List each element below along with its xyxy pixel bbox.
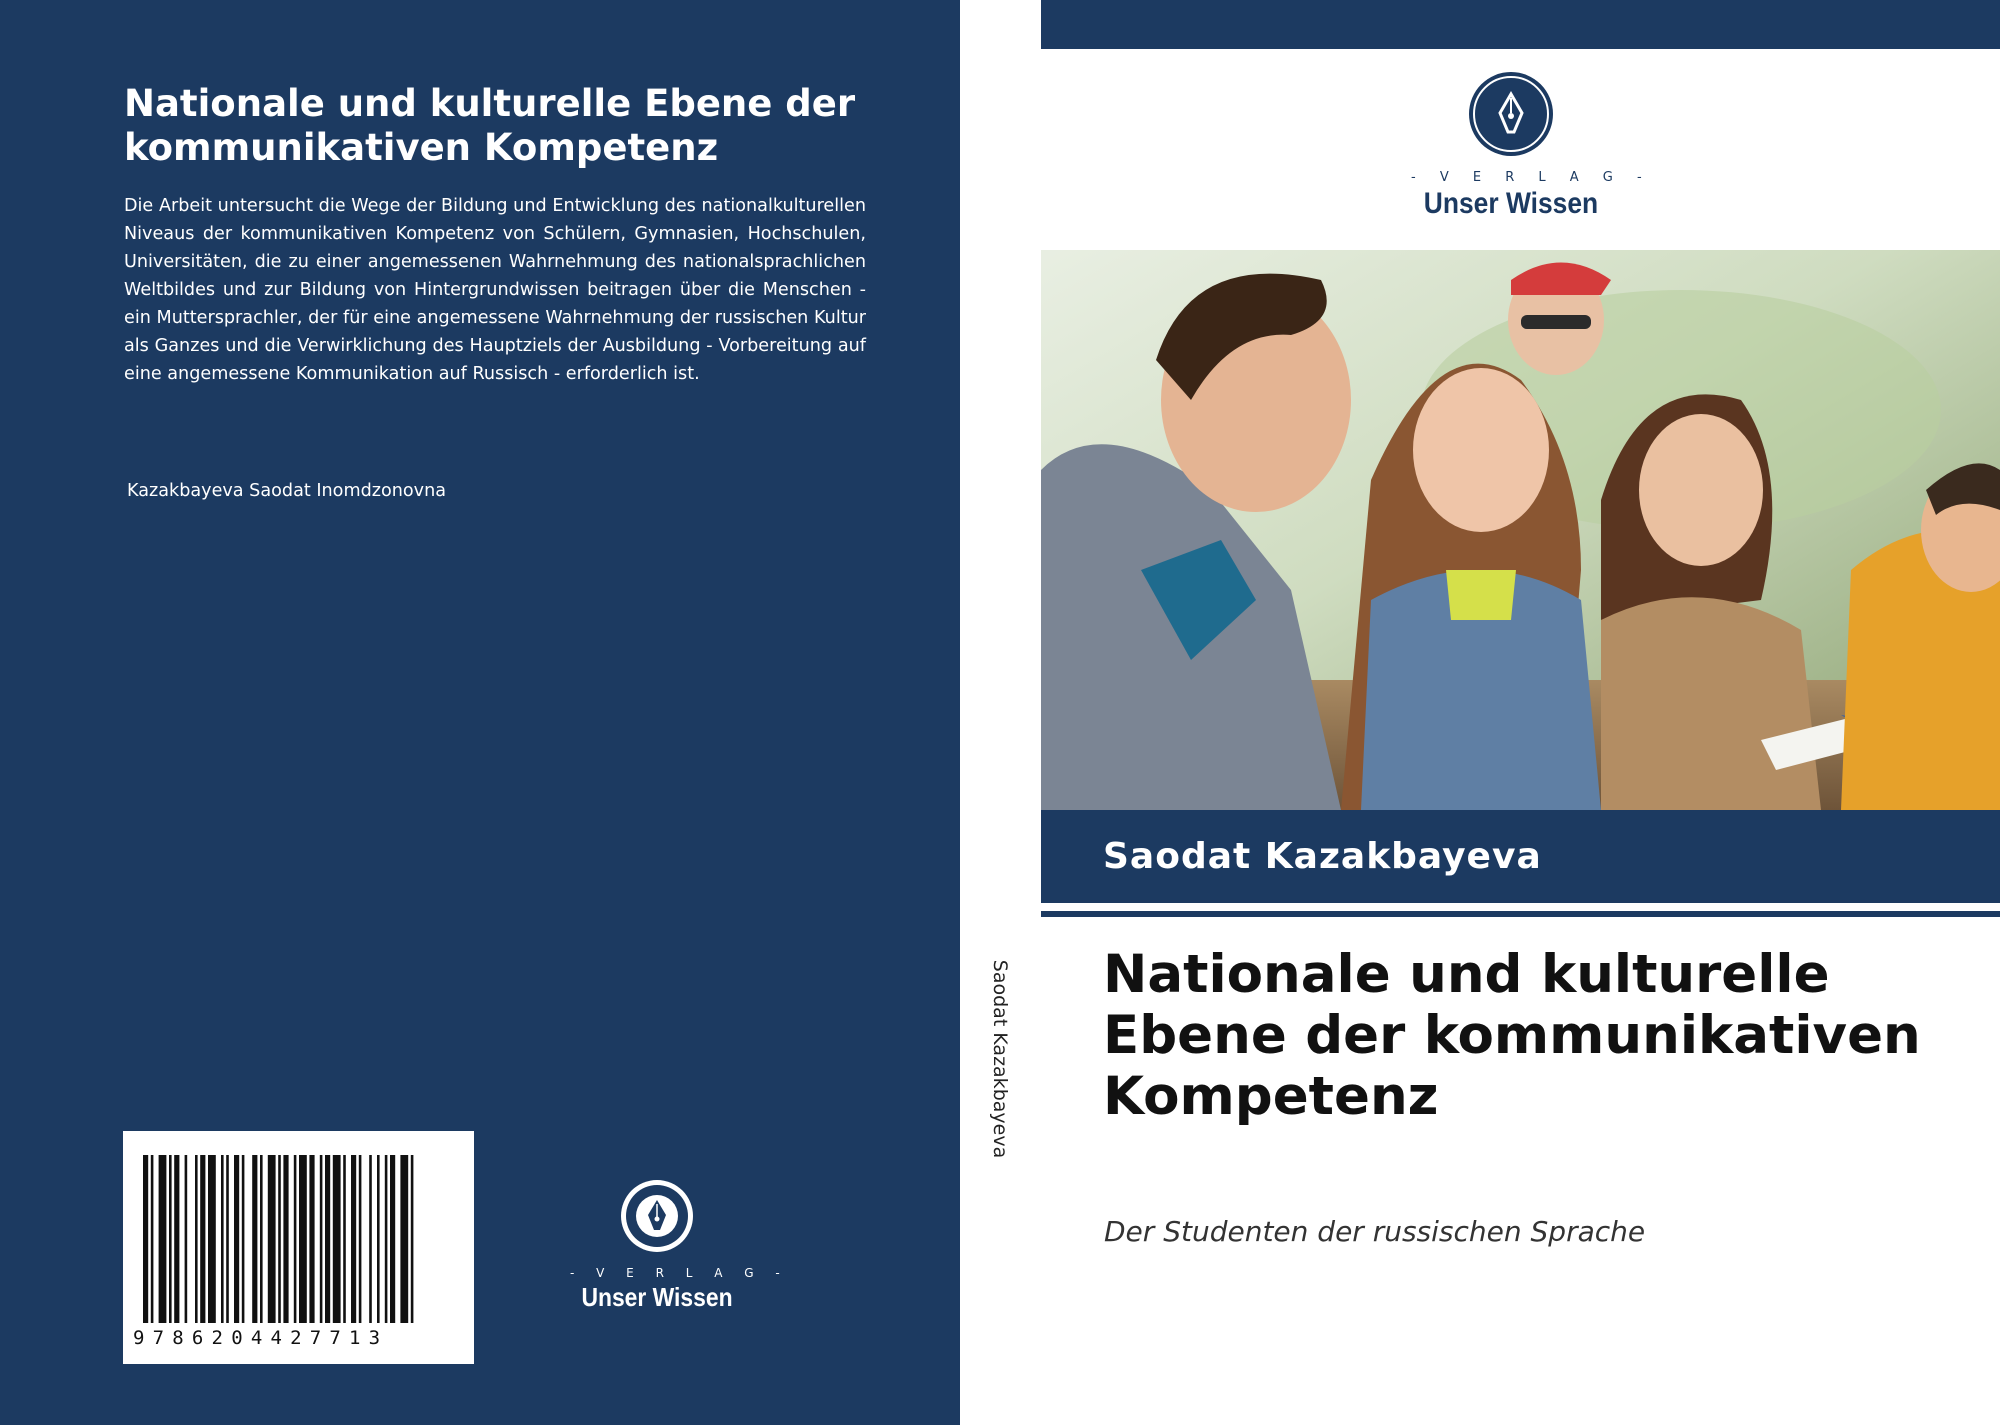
barcode-bar: [195, 1155, 198, 1323]
spine-author: Saodat Kazakbayeva: [989, 959, 1011, 1159]
front-divider: [1041, 911, 2000, 917]
barcode-bar: [309, 1155, 314, 1323]
barcode-bar: [283, 1155, 288, 1323]
back-cover-author: Kazakbayeva Saodat Inomdzonovna: [127, 481, 447, 501]
pen-nib-seal-icon: [619, 1178, 695, 1254]
back-publisher-name: Unser Wissen: [581, 1282, 733, 1312]
barcode-bars: [143, 1155, 454, 1323]
barcode-number: 9786204427713: [133, 1327, 389, 1349]
front-cover-subtitle: Der Studenten der russischen Sprache: [1104, 1215, 1646, 1248]
back-publisher-logo: [570, 1178, 789, 1313]
barcode-bar: [260, 1155, 263, 1323]
pen-nib-seal-icon: [1467, 70, 1555, 158]
barcode-bar: [208, 1155, 216, 1323]
back-cover: [0, 0, 960, 1425]
barcode-bar: [200, 1155, 205, 1323]
book-spine: [960, 0, 1041, 1425]
barcode-bar: [359, 1155, 362, 1323]
students-group-photo-icon: [1041, 240, 2000, 810]
barcode-bar: [159, 1155, 167, 1323]
barcode-bar: [174, 1155, 179, 1323]
front-publisher-logo: [1411, 70, 1652, 221]
barcode-bar: [185, 1155, 188, 1323]
barcode-bar: [242, 1155, 245, 1323]
barcode-bar: [369, 1155, 372, 1323]
barcode-bar: [343, 1155, 346, 1323]
front-top-bar: [1041, 0, 2000, 49]
barcode-bar: [226, 1155, 229, 1323]
barcode-bar: [400, 1155, 408, 1323]
barcode-bar: [325, 1155, 330, 1323]
front-publisher-name: Unser Wissen: [1423, 187, 1599, 220]
cover-photo: [1041, 240, 2000, 810]
barcode-bar: [234, 1155, 239, 1323]
barcode-bar: [320, 1155, 323, 1323]
barcode-bar: [294, 1155, 297, 1323]
barcode-bar: [169, 1155, 172, 1323]
barcode-bar: [252, 1155, 257, 1323]
front-cover-title: Nationale und kulturelle Ebene der kommunikativen Kompetenz: [1103, 944, 1921, 1127]
back-cover-title: Nationale und kulturelle Ebene der kommunikativen Kompetenz: [124, 82, 856, 169]
barcode-bar: [333, 1155, 341, 1323]
barcode-bar: [151, 1155, 154, 1323]
front-author-band: [1041, 810, 2000, 903]
barcode-bar: [278, 1155, 281, 1323]
back-verlag-label: - V E R L A G -: [570, 1266, 789, 1280]
barcode-bar: [385, 1155, 388, 1323]
barcode-bar: [390, 1155, 395, 1323]
barcode-bar: [351, 1155, 356, 1323]
front-verlag-label: - V E R L A G -: [1411, 170, 1652, 185]
barcode-bar: [411, 1155, 414, 1323]
front-author: Saodat Kazakbayeva: [1103, 836, 1542, 877]
back-cover-blurb: Die Arbeit untersucht die Wege der Bildung und Entwicklung des nationalkulturellen Niveaus der kommunikativen Kompetenz von Schülern, Gymnasien, Hochschulen, Universitäten, die zu einer angemessenen Wahrnehmung des nationalsprachlichen Weltbildes und zur Bildung von Hintergrundwissen beitragen über die Menschen - ein Muttersprachler, der für eine angemessene Wahrnehmung der russischen Kultur als Ganzes und die Verwirklichung des Hauptziels der Ausbildung - Vorbereitung auf eine angemessene Kommunikation auf Russisch - erforderlich ist.: [124, 196, 866, 384]
barcode-bar: [377, 1155, 380, 1323]
barcode-bar: [221, 1155, 224, 1323]
barcode-bar: [143, 1155, 148, 1323]
barcode-bar: [299, 1155, 307, 1323]
isbn-barcode: [123, 1131, 474, 1364]
barcode-bar: [268, 1155, 276, 1323]
